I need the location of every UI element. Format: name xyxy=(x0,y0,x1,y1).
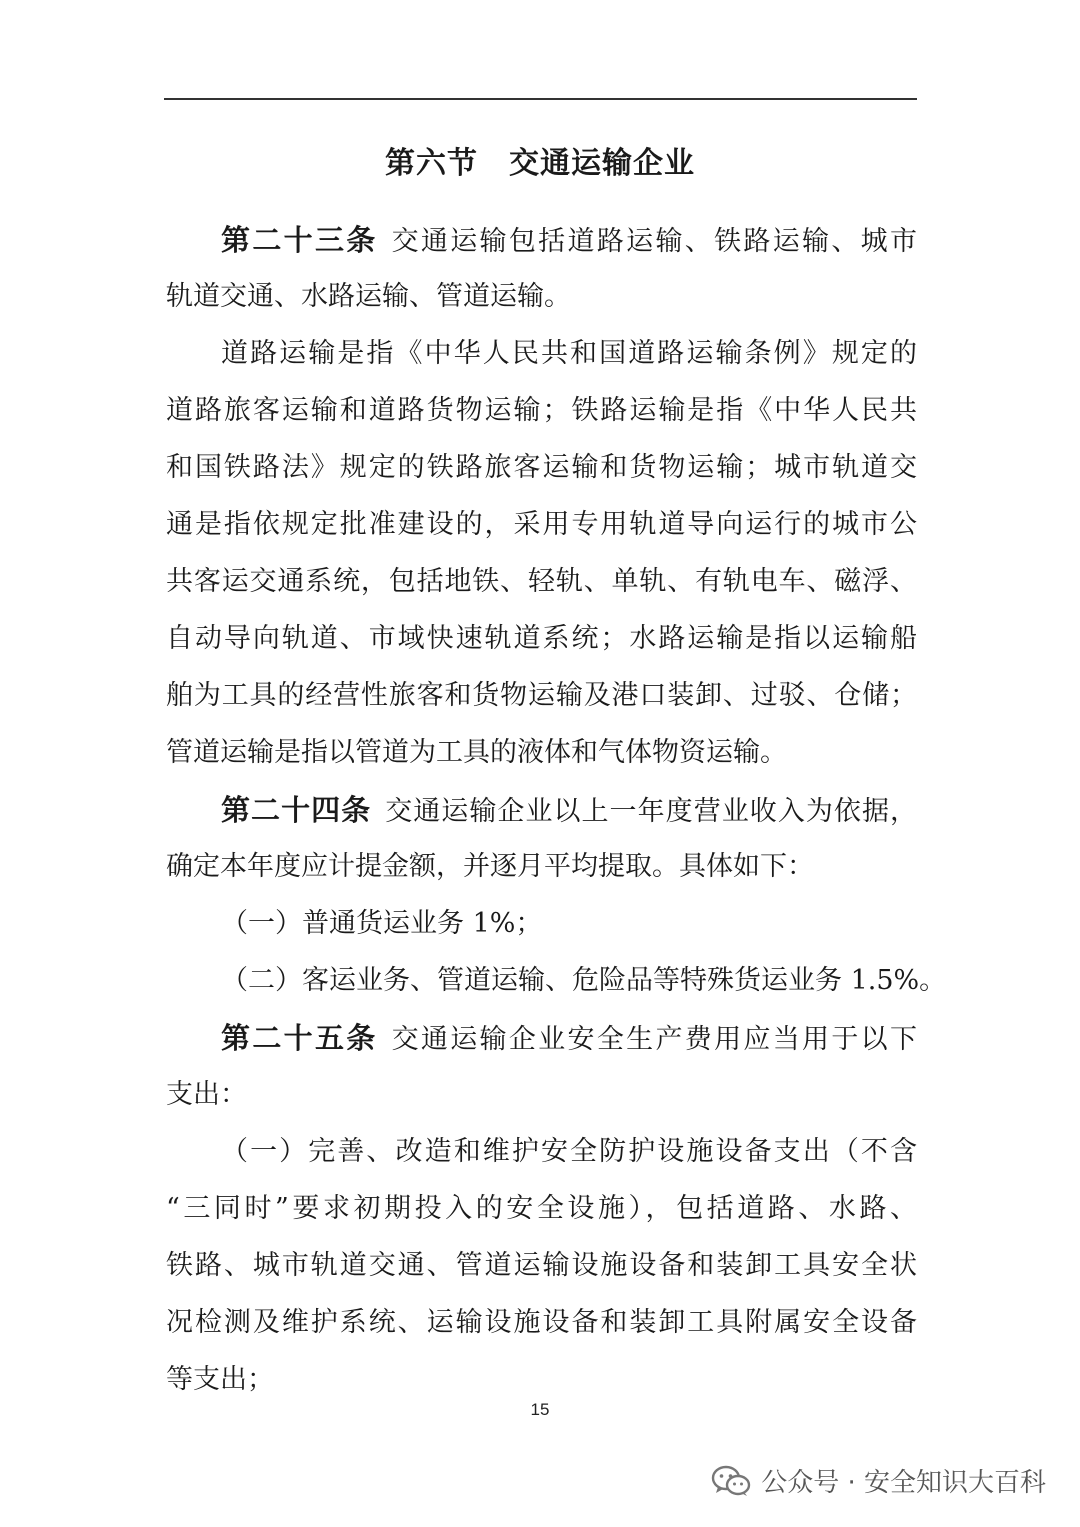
article-24-line-2: 确定本年度应计提金额，并逐月平均提取。具体如下： xyxy=(166,851,814,882)
article-23-para2-line: 管道运输是指以管道为工具的液体和气体物资运输。 xyxy=(166,737,787,768)
page-number: 15 xyxy=(530,1400,550,1419)
article-23-line-1: 第二十三条 交通运输包括道路运输、铁路运输、城市 xyxy=(221,223,917,257)
article-23-para2-line: 共客运交通系统，包括地铁、轻轨、单轨、有轨电车、磁浮、 xyxy=(166,566,917,597)
article-23-para2-line: 自动导向轨道、市域快速轨道系统；水路运输是指以运输船 xyxy=(166,623,917,654)
article-25-item-1-line: 况检测及维护系统、运输设施设备和装卸工具附属安全设备 xyxy=(166,1307,917,1338)
article-25-line-2: 支出： xyxy=(166,1079,247,1110)
wechat-icon xyxy=(711,1464,751,1498)
section-title: 第六节 交通运输企业 xyxy=(385,146,695,181)
header-rule xyxy=(164,98,917,100)
article-23-heading: 第二十三条 xyxy=(221,223,378,257)
article-23-para2-line: 通是指依规定批准建设的，采用专用轨道导向运行的城市公 xyxy=(166,509,917,540)
article-25-item-1-line: 等支出； xyxy=(166,1364,274,1395)
article-23-para2-line: 和国铁路法》规定的铁路旅客运输和货物运输；城市轨道交 xyxy=(166,452,917,483)
article-25-item-1-line: （一）完善、改造和维护安全防护设施设备支出（不含 xyxy=(221,1136,917,1167)
article-23-para2-line: 舶为工具的经营性旅客和货物运输及港口装卸、过驳、仓储； xyxy=(166,680,917,711)
article-25-heading: 第二十五条 xyxy=(221,1021,378,1055)
wechat-watermark xyxy=(711,1462,1046,1499)
watermark-text: 公众号 · 安全知识大百科 xyxy=(761,1468,1046,1498)
article-23-para2-line: 道路旅客运输和道路货物运输；铁路运输是指《中华人民共 xyxy=(166,395,917,426)
article-24-line-1: 第二十四条 交通运输企业以上一年度营业收入为依据， xyxy=(221,793,917,827)
article-24-item-1: （一）普通货运业务 1%； xyxy=(221,908,543,939)
article-24-heading: 第二十四条 xyxy=(221,793,372,827)
article-25-line-1: 第二十五条 交通运输企业安全生产费用应当用于以下 xyxy=(221,1021,917,1055)
article-23-para2-line: 道路运输是指《中华人民共和国道路运输条例》规定的 xyxy=(221,338,917,369)
article-23-line-2: 轨道交通、水路运输、管道运输。 xyxy=(166,281,571,312)
article-25-item-1-line: 铁路、城市轨道交通、管道运输设施设备和装卸工具安全状 xyxy=(166,1250,917,1281)
article-24-item-2: （二）客运业务、管道运输、危险品等特殊货运业务 1.5%。 xyxy=(221,965,947,996)
article-25-item-1-line: “三同时”要求初期投入的安全设施），包括道路、水路、 xyxy=(166,1193,917,1224)
